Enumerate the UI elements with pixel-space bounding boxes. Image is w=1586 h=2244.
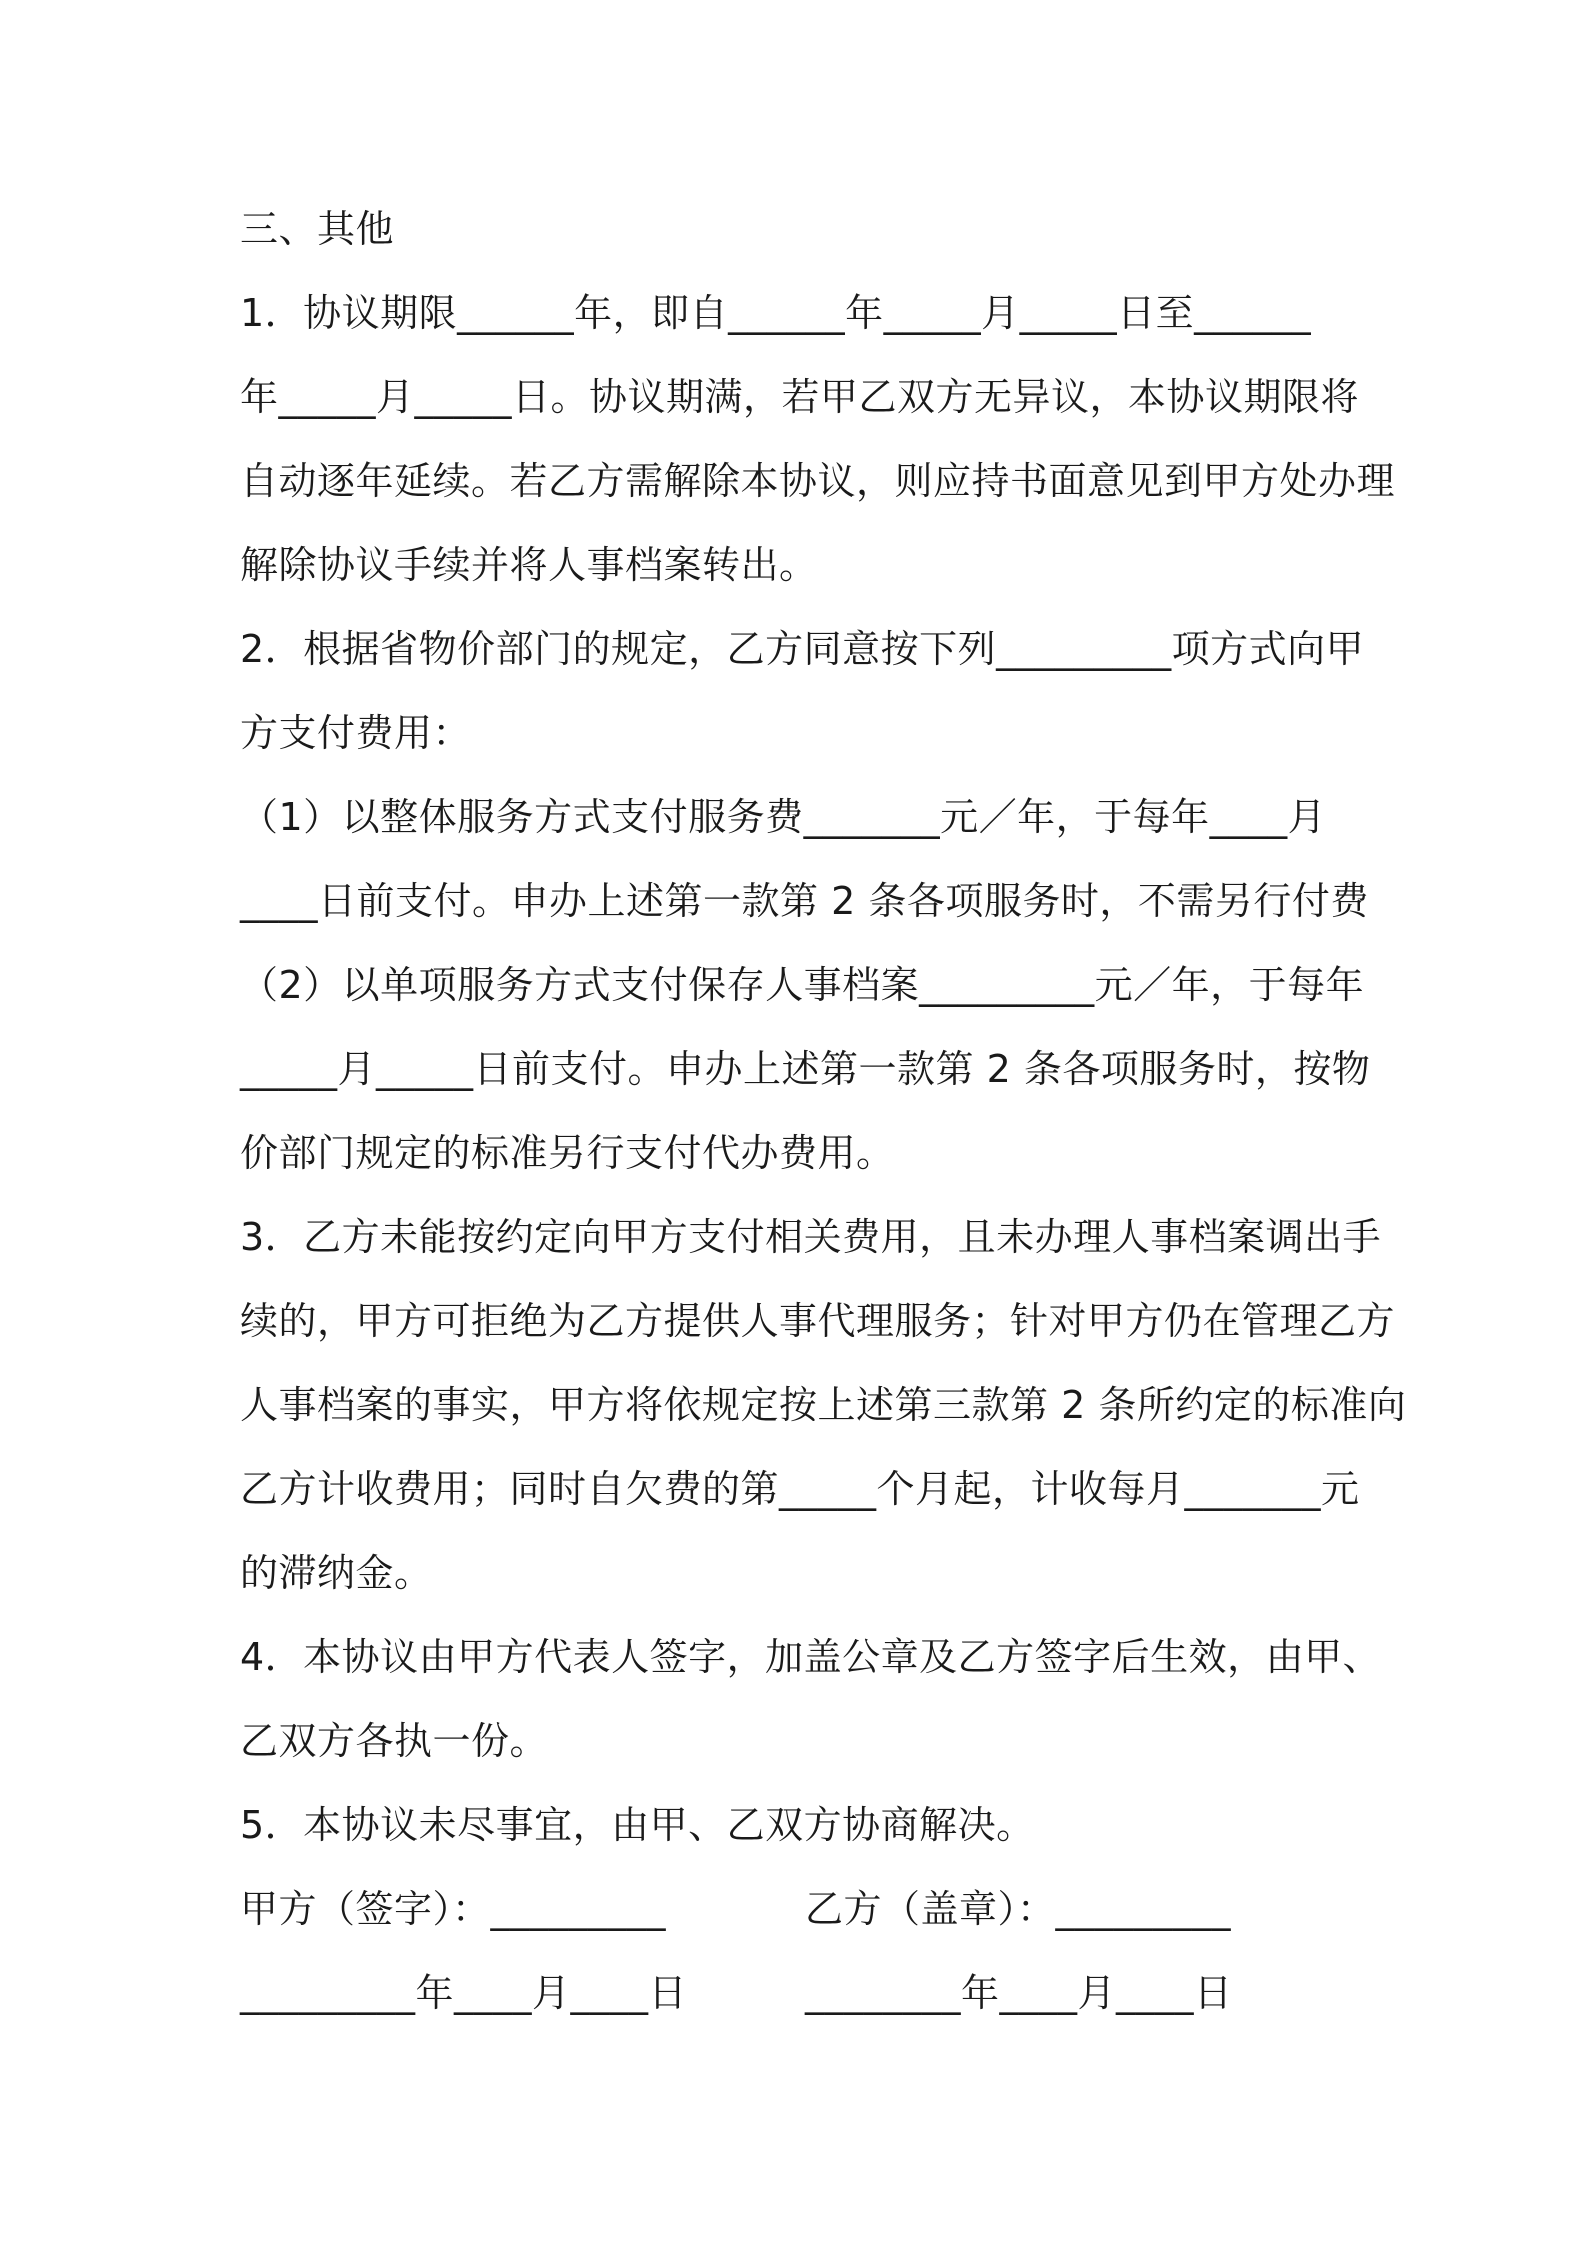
paragraph-line: （1）以整体服务方式支付服务费_______元／年，于每年____月	[240, 795, 1327, 839]
paragraph-line: 4．本协议由甲方代表人签字，加盖公章及乙方签字后生效，由甲、	[240, 1635, 1382, 1679]
paragraph-line: 3．乙方未能按约定向甲方支付相关费用，且未办理人事档案调出手	[240, 1215, 1382, 1259]
party-a-signature-label: 甲方（签字）：_________	[240, 1887, 667, 1931]
paragraph-line: 自动逐年延续。若乙方需解除本协议，则应持书面意见到甲方处办理	[240, 459, 1396, 503]
paragraph-line: 方支付费用：	[240, 711, 472, 755]
paragraph-line: （2）以单项服务方式支付保存人事档案_________元／年，于每年	[240, 963, 1365, 1007]
section-heading: 三、其他	[240, 207, 395, 251]
paragraph-line: 5．本协议未尽事宜，由甲、乙双方协商解决。	[240, 1803, 1035, 1847]
paragraph-line: ____日前支付。申办上述第一款第 2 条各项服务时，不需另行付费	[240, 879, 1369, 923]
party-b-date: ________年____月____日	[805, 1971, 1233, 2015]
party-a-date: _________年____月____日	[240, 1971, 688, 2015]
paragraph-line: 年_____月_____日。协议期满，若甲乙双方无异议，本协议期限将	[240, 375, 1360, 419]
paragraph-line: 的滞纳金。	[240, 1551, 433, 1595]
paragraph-line: 1．协议期限______年，即自______年_____月_____日至______	[240, 291, 1312, 335]
paragraph-line: _____月_____日前支付。申办上述第一款第 2 条各项服务时，按物	[240, 1047, 1371, 1091]
paragraph-line: 价部门规定的标准另行支付代办费用。	[240, 1131, 895, 1175]
paragraph-line: 乙方计收费用；同时自欠费的第_____个月起，计收每月_______元	[240, 1467, 1360, 1511]
paragraph-line: 解除协议手续并将人事档案转出。	[240, 543, 818, 587]
party-b-seal-label: 乙方（盖章）：_________	[805, 1887, 1232, 1931]
paragraph-line: 乙双方各执一份。	[240, 1719, 549, 1763]
paragraph-line: 人事档案的事实，甲方将依规定按上述第三款第 2 条所约定的标准向	[240, 1383, 1407, 1427]
paragraph-line: 2．根据省物价部门的规定，乙方同意按下列_________项方式向甲	[240, 627, 1365, 671]
paragraph-line: 续的，甲方可拒绝为乙方提供人事代理服务；针对甲方仍在管理乙方	[240, 1299, 1396, 1343]
